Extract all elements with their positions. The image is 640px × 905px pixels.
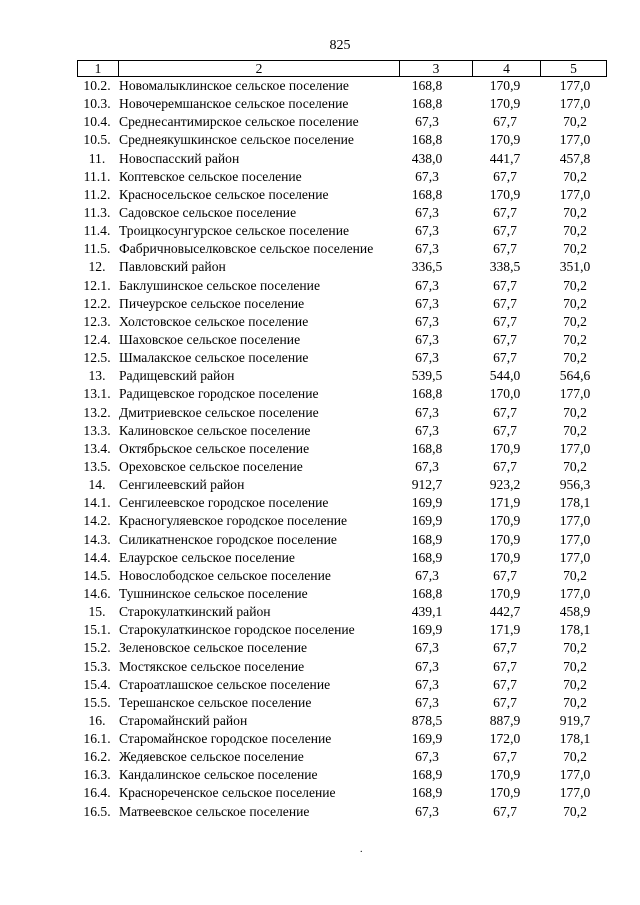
row-value-4: 67,7 bbox=[493, 404, 517, 420]
row-value-5: 178,1 bbox=[559, 731, 591, 747]
table-row bbox=[77, 658, 607, 676]
row-value-3: 67,3 bbox=[415, 350, 439, 366]
row-number: 14.2. bbox=[83, 513, 111, 529]
row-name: Тушнинское сельское поселение bbox=[119, 585, 308, 601]
row-name: Краснореченское сельское поселение bbox=[119, 785, 336, 801]
row-number: 12.3. bbox=[83, 313, 111, 329]
row-value-3: 439,1 bbox=[411, 604, 443, 620]
row-value-5: 70,2 bbox=[563, 749, 587, 765]
row-name: Коптевское сельское поселение bbox=[119, 168, 302, 184]
row-number: 13.2. bbox=[83, 404, 111, 420]
row-name: Старомайнский район bbox=[119, 712, 248, 728]
row-value-5: 919,7 bbox=[559, 712, 591, 728]
row-value-4: 170,9 bbox=[489, 767, 521, 783]
row-value-3: 438,0 bbox=[411, 150, 443, 166]
row-value-5: 70,2 bbox=[563, 277, 587, 293]
row-value-3: 67,3 bbox=[415, 803, 439, 819]
row-value-4: 67,7 bbox=[493, 241, 517, 257]
table-row bbox=[77, 476, 607, 494]
row-number: 13.1. bbox=[83, 386, 111, 402]
row-value-5: 178,1 bbox=[559, 622, 591, 638]
table-row bbox=[77, 766, 607, 784]
row-value-4: 887,9 bbox=[489, 712, 521, 728]
row-value-4: 67,7 bbox=[493, 277, 517, 293]
row-value-4: 170,9 bbox=[489, 785, 521, 801]
table-row bbox=[77, 113, 607, 131]
row-value-3: 168,8 bbox=[411, 132, 443, 148]
row-value-3: 336,5 bbox=[411, 259, 443, 275]
row-value-5: 70,2 bbox=[563, 567, 587, 583]
row-number: 16.4. bbox=[83, 785, 111, 801]
row-number: 15.1. bbox=[83, 622, 111, 638]
row-value-3: 169,9 bbox=[411, 513, 443, 529]
row-name: Троицкосунгурское сельское поселение bbox=[119, 223, 350, 239]
row-value-3: 67,3 bbox=[415, 640, 439, 656]
table-header bbox=[77, 60, 607, 77]
row-name: Октябрьское сельское поселение bbox=[119, 440, 310, 456]
row-value-5: 70,2 bbox=[563, 241, 587, 257]
row-value-3: 67,3 bbox=[415, 676, 439, 692]
row-number: 14. bbox=[88, 477, 106, 493]
row-number: 10.5. bbox=[83, 132, 111, 148]
row-value-5: 70,2 bbox=[563, 295, 587, 311]
row-number: 12.4. bbox=[83, 331, 111, 347]
row-value-5: 458,9 bbox=[559, 604, 591, 620]
row-value-4: 67,7 bbox=[493, 658, 517, 674]
row-value-3: 67,3 bbox=[415, 168, 439, 184]
row-name: Терешанское сельское поселение bbox=[119, 694, 312, 710]
table-row bbox=[77, 748, 607, 766]
row-number: 12. bbox=[88, 259, 106, 275]
row-value-3: 67,3 bbox=[415, 422, 439, 438]
table-row bbox=[77, 694, 607, 712]
row-value-5: 70,2 bbox=[563, 168, 587, 184]
row-number: 16.5. bbox=[83, 803, 111, 819]
table-row bbox=[77, 440, 607, 458]
table-row bbox=[77, 313, 607, 331]
table-row bbox=[77, 150, 607, 168]
table-row bbox=[77, 730, 607, 748]
row-name: Зеленовское сельское поселение bbox=[119, 640, 308, 656]
table-row bbox=[77, 639, 607, 657]
row-number: 13.3. bbox=[83, 422, 111, 438]
row-value-4: 67,7 bbox=[493, 676, 517, 692]
row-value-4: 67,7 bbox=[493, 350, 517, 366]
row-value-5: 351,0 bbox=[559, 259, 591, 275]
header-col-4: 4 bbox=[473, 61, 541, 76]
row-number: 14.5. bbox=[83, 567, 111, 583]
row-value-5: 70,2 bbox=[563, 404, 587, 420]
table-row bbox=[77, 603, 607, 621]
row-value-3: 67,3 bbox=[415, 331, 439, 347]
row-value-5: 177,0 bbox=[559, 386, 591, 402]
row-value-3: 67,3 bbox=[415, 658, 439, 674]
table-row bbox=[77, 204, 607, 222]
row-number: 16.1. bbox=[83, 731, 111, 747]
row-name: Сенгилеевское городское поселение bbox=[119, 495, 329, 511]
row-value-4: 923,2 bbox=[489, 477, 521, 493]
row-value-4: 442,7 bbox=[489, 604, 521, 620]
row-value-4: 67,7 bbox=[493, 422, 517, 438]
row-value-4: 170,9 bbox=[489, 96, 521, 112]
row-value-3: 168,8 bbox=[411, 440, 443, 456]
row-name: Жедяевское сельское поселение bbox=[119, 749, 304, 765]
row-name: Пичеурское сельское поселение bbox=[119, 295, 305, 311]
row-name: Среднеякушкинское сельское поселение bbox=[119, 132, 354, 148]
row-value-3: 912,7 bbox=[411, 477, 443, 493]
row-value-5: 177,0 bbox=[559, 96, 591, 112]
row-value-4: 67,7 bbox=[493, 331, 517, 347]
row-number: 15.2. bbox=[83, 640, 111, 656]
row-name: Красногуляевское городское поселение bbox=[119, 513, 348, 529]
header-col-2: 2 bbox=[119, 61, 400, 76]
row-value-3: 67,3 bbox=[415, 749, 439, 765]
row-name: Матвеевское сельское поселение bbox=[119, 803, 310, 819]
header-col-3: 3 bbox=[400, 61, 473, 76]
row-value-3: 67,3 bbox=[415, 223, 439, 239]
row-value-3: 168,9 bbox=[411, 531, 443, 547]
row-value-5: 177,0 bbox=[559, 440, 591, 456]
row-number: 10.4. bbox=[83, 114, 111, 130]
table-row bbox=[77, 186, 607, 204]
row-number: 16.3. bbox=[83, 767, 111, 783]
row-name: Мостякское сельское поселение bbox=[119, 658, 305, 674]
row-value-3: 67,3 bbox=[415, 567, 439, 583]
row-value-5: 70,2 bbox=[563, 458, 587, 474]
row-value-3: 168,9 bbox=[411, 767, 443, 783]
row-number: 12.1. bbox=[83, 277, 111, 293]
row-value-5: 457,8 bbox=[559, 150, 591, 166]
row-number: 15. bbox=[88, 604, 106, 620]
row-value-3: 169,9 bbox=[411, 731, 443, 747]
row-number: 13.4. bbox=[83, 440, 111, 456]
table-row bbox=[77, 585, 607, 603]
row-value-3: 67,3 bbox=[415, 204, 439, 220]
row-name: Новоспасский район bbox=[119, 150, 240, 166]
page-number: 825 bbox=[329, 38, 351, 53]
table-row bbox=[77, 531, 607, 549]
row-number: 11.1. bbox=[83, 168, 111, 184]
row-name: Садовское сельское поселение bbox=[119, 204, 297, 220]
row-name: Новомалыклинское сельское поселение bbox=[119, 78, 349, 93]
row-value-3: 67,3 bbox=[415, 241, 439, 257]
table-row bbox=[77, 331, 607, 349]
row-value-3: 67,3 bbox=[415, 114, 439, 130]
row-name: Староатлашское сельское поселение bbox=[119, 676, 331, 692]
row-name: Новочеремшанское сельское поселение bbox=[119, 96, 349, 112]
row-value-4: 67,7 bbox=[493, 295, 517, 311]
row-value-3: 67,3 bbox=[415, 458, 439, 474]
row-name: Холстовское сельское поселение bbox=[119, 313, 309, 329]
table-row bbox=[77, 277, 607, 295]
row-name: Калиновское сельское поселение bbox=[119, 422, 311, 438]
row-name: Радищевское городское поселение bbox=[119, 386, 319, 402]
table-row bbox=[77, 295, 607, 313]
row-value-3: 539,5 bbox=[411, 368, 443, 384]
row-value-4: 171,9 bbox=[489, 495, 521, 511]
row-value-4: 67,7 bbox=[493, 223, 517, 239]
row-number: 11. bbox=[88, 150, 106, 166]
table-row bbox=[77, 567, 607, 585]
row-value-4: 172,0 bbox=[489, 731, 521, 747]
row-name: Старокулаткинское городское поселение bbox=[119, 622, 355, 638]
row-value-4: 67,7 bbox=[493, 114, 517, 130]
row-value-5: 177,0 bbox=[559, 785, 591, 801]
row-value-5: 70,2 bbox=[563, 658, 587, 674]
table-row bbox=[77, 404, 607, 422]
row-value-4: 338,5 bbox=[489, 259, 521, 275]
row-value-5: 70,2 bbox=[563, 640, 587, 656]
row-number: 16. bbox=[88, 712, 106, 728]
table-row bbox=[77, 676, 607, 694]
row-value-5: 177,0 bbox=[559, 186, 591, 202]
row-value-4: 67,7 bbox=[493, 313, 517, 329]
table-row bbox=[77, 258, 607, 276]
table-row bbox=[77, 494, 607, 512]
row-value-5: 70,2 bbox=[563, 803, 587, 819]
row-value-3: 168,8 bbox=[411, 96, 443, 112]
row-value-5: 70,2 bbox=[563, 331, 587, 347]
row-value-4: 67,7 bbox=[493, 694, 517, 710]
row-value-4: 170,9 bbox=[489, 549, 521, 565]
row-value-4: 67,7 bbox=[493, 567, 517, 583]
table-row bbox=[77, 512, 607, 530]
table-row bbox=[77, 784, 607, 802]
row-number: 15.5. bbox=[83, 694, 111, 710]
row-value-5: 177,0 bbox=[559, 132, 591, 148]
row-value-4: 171,9 bbox=[489, 622, 521, 638]
row-value-5: 177,0 bbox=[559, 531, 591, 547]
row-value-5: 70,2 bbox=[563, 223, 587, 239]
row-value-4: 170,0 bbox=[489, 386, 521, 402]
row-value-5: 177,0 bbox=[559, 78, 591, 93]
row-value-5: 956,3 bbox=[559, 477, 591, 493]
row-value-5: 177,0 bbox=[559, 585, 591, 601]
row-value-5: 177,0 bbox=[559, 513, 591, 529]
footer-dot: . bbox=[360, 844, 363, 855]
row-value-5: 70,2 bbox=[563, 422, 587, 438]
row-value-4: 441,7 bbox=[489, 150, 521, 166]
row-name: Новослободское сельское поселение bbox=[119, 567, 331, 583]
row-value-4: 170,9 bbox=[489, 78, 521, 93]
row-value-5: 70,2 bbox=[563, 350, 587, 366]
row-name: Павловский район bbox=[119, 259, 226, 275]
header-col-5: 5 bbox=[570, 61, 577, 76]
table-row bbox=[77, 95, 607, 113]
row-number: 13.5. bbox=[83, 458, 111, 474]
row-value-3: 168,8 bbox=[411, 78, 443, 93]
row-value-5: 70,2 bbox=[563, 204, 587, 220]
row-value-5: 70,2 bbox=[563, 694, 587, 710]
row-name: Старокулаткинский район bbox=[119, 604, 271, 620]
row-value-4: 170,9 bbox=[489, 440, 521, 456]
row-number: 11.4. bbox=[83, 223, 111, 239]
table-row bbox=[77, 422, 607, 440]
row-value-4: 67,7 bbox=[493, 749, 517, 765]
row-name: Баклушинское сельское поселение bbox=[119, 277, 320, 293]
row-value-5: 177,0 bbox=[559, 767, 591, 783]
row-number: 11.3. bbox=[83, 204, 111, 220]
row-value-3: 67,3 bbox=[415, 277, 439, 293]
row-value-4: 170,9 bbox=[489, 513, 521, 529]
row-number: 14.1. bbox=[83, 495, 111, 511]
row-value-3: 169,9 bbox=[411, 622, 443, 638]
row-value-4: 170,9 bbox=[489, 585, 521, 601]
row-value-3: 169,9 bbox=[411, 495, 443, 511]
table-row bbox=[77, 240, 607, 258]
table-body bbox=[77, 77, 607, 821]
row-name: Сенгилеевский район bbox=[119, 477, 245, 493]
row-value-3: 878,5 bbox=[411, 712, 443, 728]
row-name: Шаховское сельское поселение bbox=[119, 331, 301, 347]
row-value-3: 168,8 bbox=[411, 186, 443, 202]
table-row bbox=[77, 222, 607, 240]
row-name: Елаурское сельское поселение bbox=[119, 549, 295, 565]
table-row bbox=[77, 385, 607, 403]
row-value-3: 67,3 bbox=[415, 295, 439, 311]
row-value-5: 70,2 bbox=[563, 114, 587, 130]
row-value-3: 67,3 bbox=[415, 694, 439, 710]
row-value-5: 177,0 bbox=[559, 549, 591, 565]
row-value-4: 67,7 bbox=[493, 458, 517, 474]
table-row bbox=[77, 367, 607, 385]
row-name: Шмалакское сельское поселение bbox=[119, 350, 309, 366]
row-value-5: 178,1 bbox=[559, 495, 591, 511]
row-value-4: 67,7 bbox=[493, 204, 517, 220]
table-row bbox=[77, 549, 607, 567]
row-number: 11.2. bbox=[83, 186, 111, 202]
row-number: 16.2. bbox=[83, 749, 111, 765]
row-value-4: 170,9 bbox=[489, 531, 521, 547]
row-value-3: 168,8 bbox=[411, 386, 443, 402]
row-name: Среднесантимирское сельское поселение bbox=[119, 114, 359, 130]
header-col-1: 1 bbox=[78, 61, 119, 76]
row-name: Радищевский район bbox=[119, 368, 235, 384]
table-row bbox=[77, 77, 607, 95]
row-value-4: 544,0 bbox=[489, 368, 521, 384]
row-value-4: 67,7 bbox=[493, 168, 517, 184]
row-value-4: 170,9 bbox=[489, 186, 521, 202]
table-row bbox=[77, 712, 607, 730]
row-value-3: 168,8 bbox=[411, 585, 443, 601]
row-name: Дмитриевское сельское поселение bbox=[119, 404, 319, 420]
row-number: 14.6. bbox=[83, 585, 111, 601]
row-value-5: 70,2 bbox=[563, 676, 587, 692]
row-number: 11.5. bbox=[83, 241, 111, 257]
row-value-3: 168,9 bbox=[411, 785, 443, 801]
row-value-3: 67,3 bbox=[415, 313, 439, 329]
row-name: Фабричновыселковское сельское поселение bbox=[119, 241, 374, 257]
row-number: 14.3. bbox=[83, 531, 111, 547]
row-number: 10.2. bbox=[83, 78, 111, 93]
table-row bbox=[77, 168, 607, 186]
table-row bbox=[77, 349, 607, 367]
table-row bbox=[77, 458, 607, 476]
table-row bbox=[77, 621, 607, 639]
row-name: Ореховское сельское поселение bbox=[119, 458, 303, 474]
row-value-5: 70,2 bbox=[563, 313, 587, 329]
row-value-3: 168,9 bbox=[411, 549, 443, 565]
row-value-4: 170,9 bbox=[489, 132, 521, 148]
row-name: Старомайнское городское поселение bbox=[119, 731, 332, 747]
row-value-4: 67,7 bbox=[493, 640, 517, 656]
row-name: Красносельское сельское поселение bbox=[119, 186, 329, 202]
row-value-4: 67,7 bbox=[493, 803, 517, 819]
row-value-3: 67,3 bbox=[415, 404, 439, 420]
row-number: 13. bbox=[88, 368, 106, 384]
row-name: Кандалинское сельское поселение bbox=[119, 767, 318, 783]
row-number: 15.3. bbox=[83, 658, 111, 674]
data-table bbox=[77, 60, 607, 821]
row-number: 15.4. bbox=[83, 676, 111, 692]
row-name: Силикатненское городское поселение bbox=[119, 531, 337, 547]
row-value-5: 564,6 bbox=[559, 368, 591, 384]
row-number: 10.3. bbox=[83, 96, 111, 112]
row-number: 14.4. bbox=[83, 549, 111, 565]
row-number: 12.5. bbox=[83, 350, 111, 366]
table-row bbox=[77, 131, 607, 149]
row-number: 12.2. bbox=[83, 295, 111, 311]
table-row bbox=[77, 803, 607, 821]
